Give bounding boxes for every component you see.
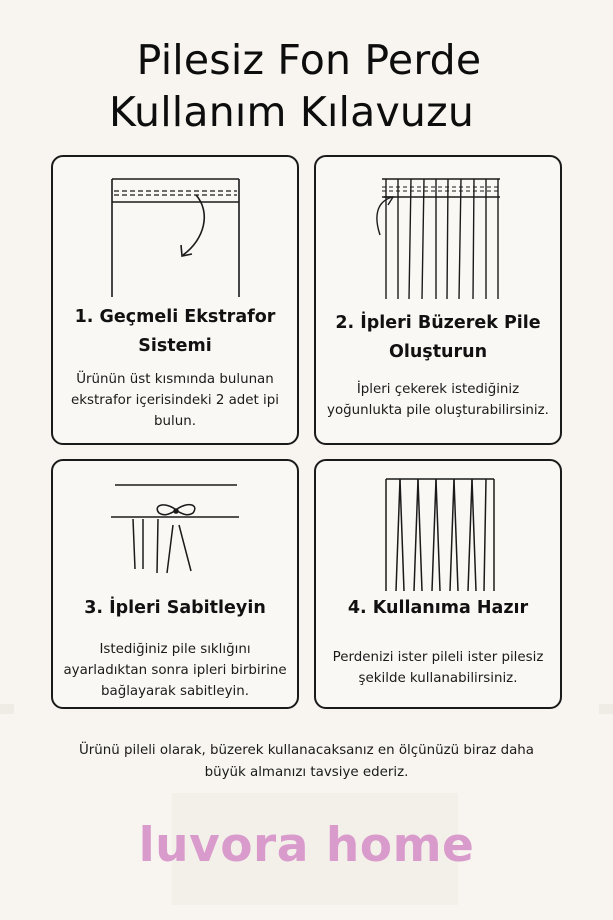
step-desc-1: Ürünün üst kısmında bulunan ekstrafor içerisindeki 2 adet ipi bulun.	[71, 372, 279, 429]
pleated-curtain-icon	[316, 157, 564, 317]
step-card-2	[314, 155, 562, 445]
step-card-1	[51, 155, 299, 445]
brand-logo: luvora home	[138, 818, 475, 873]
curtain-header-arrow-icon	[53, 157, 301, 317]
hanging-curtain-icon	[316, 461, 564, 601]
left-edge-mark	[0, 704, 14, 714]
step-desc-4: Perdenizi ister pileli ister pilesiz şekilde kullanabilirsiniz.	[332, 650, 544, 686]
tied-string-icon	[53, 461, 301, 591]
step-desc-2: İpleri çekerek istediğiniz yoğunlukta pile oluşturabilirsiniz.	[327, 382, 549, 418]
right-edge-mark	[599, 704, 613, 714]
step-desc-3: Istediğiniz pile sıklığını ayarladıktan sonra ipleri birbirine bağlayarak sabitleyin.	[63, 642, 287, 699]
step-title-1-line1: 1. Geçmeli Ekstrafor	[74, 307, 276, 327]
step-title-1-line2: Sistemi	[138, 336, 212, 356]
step-title-2-line1: 2. İpleri Büzerek Pile	[335, 313, 541, 333]
sizing-note: Ürünü pileli olarak, büzerek kullanacaksanız en ölçünüzü biraz daha büyük almanızı tavsiye ederiz.	[79, 743, 534, 780]
step-card-4	[314, 459, 562, 709]
step-title-2-line2: Oluşturun	[388, 342, 488, 362]
step-title-4: 4. Kullanıma Hazır	[347, 598, 529, 618]
page-subtitle: Kullanım Kılavuzu	[108, 88, 475, 136]
step-title-3: 3. İpleri Sabitleyin	[84, 598, 266, 618]
page-title: Pilesiz Fon Perde	[136, 36, 482, 84]
step-card-3	[51, 459, 299, 709]
